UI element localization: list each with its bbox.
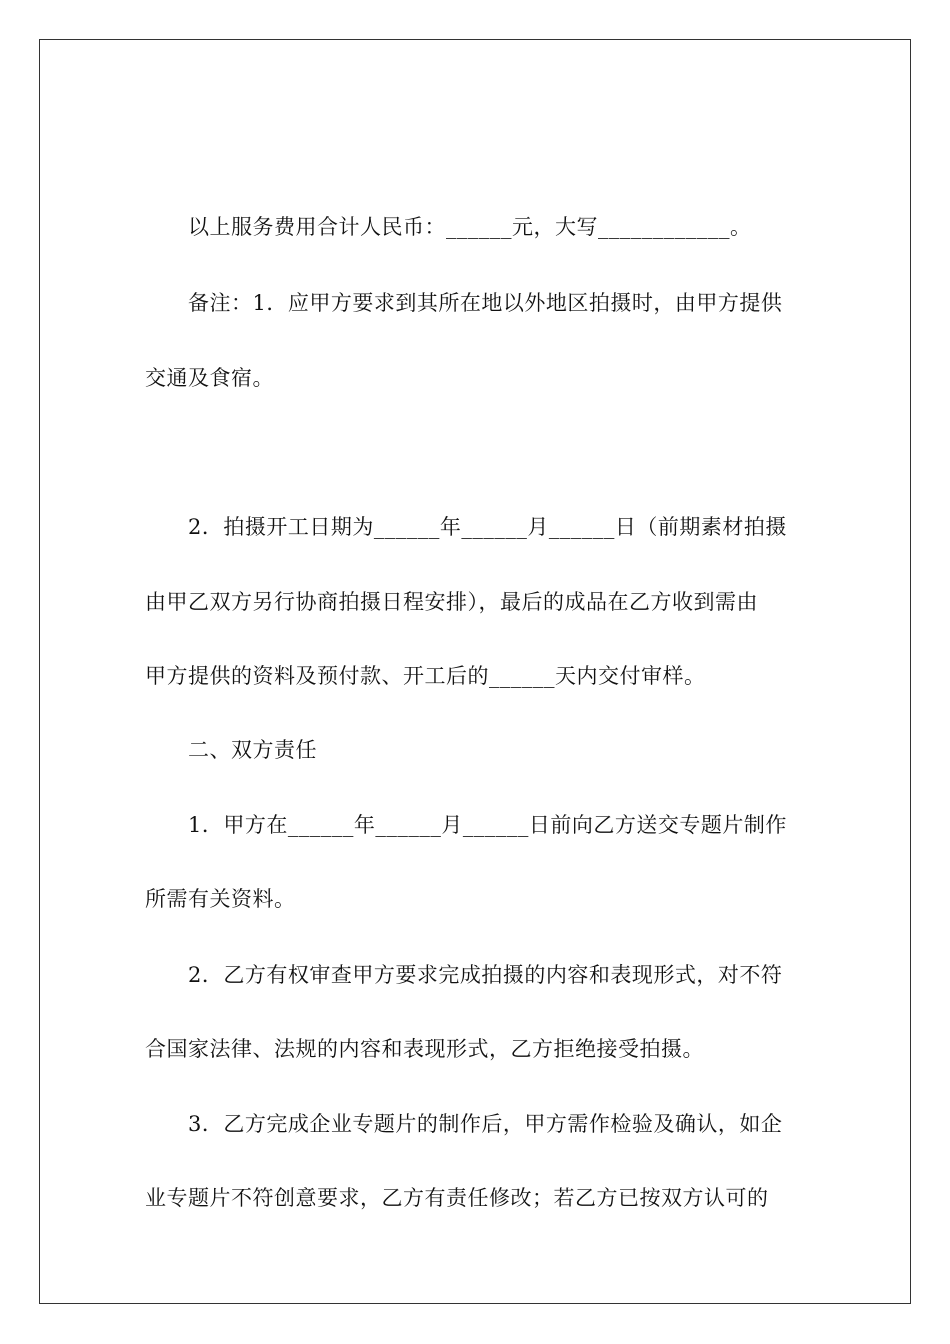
- paragraph-remark-2-line-3: 甲方提供的资料及预付款、开工后的______天内交付审样。: [145, 664, 706, 688]
- paragraph-remark-2-line-1: 2．拍摄开工日期为______年______月______日（前期素材拍摄: [188, 515, 787, 539]
- paragraph-duty-2-line-1: 2．乙方有权审查甲方要求完成拍摄的内容和表现形式，对不符: [188, 963, 783, 987]
- paragraph-fee-total: 以上服务费用合计人民币：______元，大写____________。: [188, 215, 752, 239]
- paragraph-duty-1-line-2: 所需有关资料。: [145, 887, 296, 911]
- paragraph-duty-3-line-2: 业专题片不符创意要求，乙方有责任修改；若乙方已按双方认可的: [145, 1186, 769, 1210]
- section-heading-responsibilities: 二、双方责任: [188, 738, 317, 762]
- paragraph-duty-3-line-1: 3．乙方完成企业专题片的制作后，甲方需作检验及确认，如企: [188, 1112, 783, 1136]
- paragraph-duty-2-line-2: 合国家法律、法规的内容和表现形式，乙方拒绝接受拍摄。: [145, 1037, 704, 1061]
- paragraph-duty-1-line-1: 1．甲方在______年______月______日前向乙方送交专题片制作: [188, 813, 787, 837]
- paragraph-remark-2-line-2: 由甲乙双方另行协商拍摄日程安排），最后的成品在乙方收到需由: [145, 590, 758, 614]
- paragraph-remark-1-line-1: 备注：1．应甲方要求到其所在地以外地区拍摄时，由甲方提供: [188, 291, 783, 315]
- paragraph-remark-1-line-2: 交通及食宿。: [145, 366, 274, 390]
